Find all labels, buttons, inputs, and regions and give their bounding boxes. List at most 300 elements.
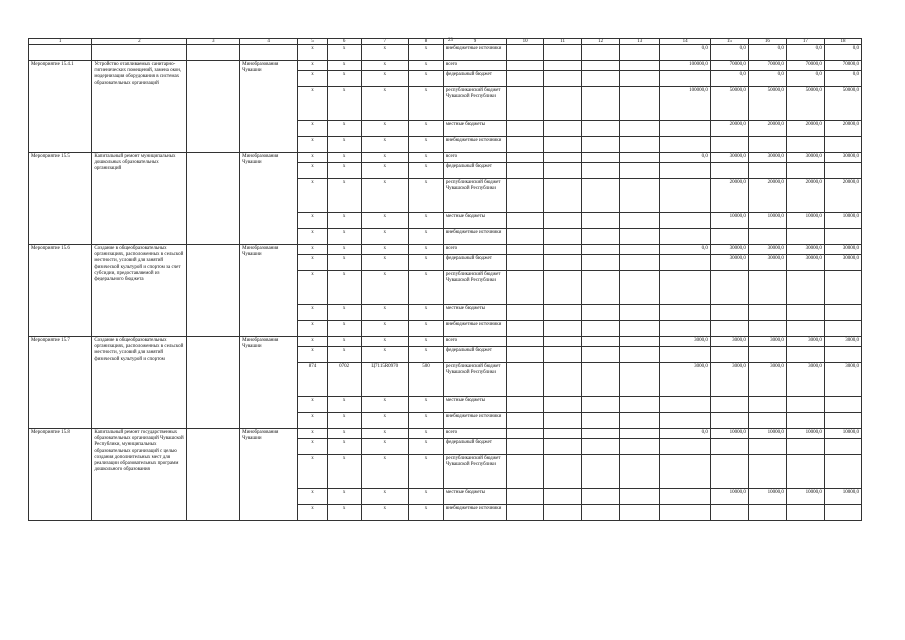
cell-section: x bbox=[327, 505, 361, 521]
cell-year-v16 bbox=[748, 137, 786, 153]
cell-target-article: x bbox=[361, 87, 409, 121]
cell-empty-col-11 bbox=[544, 71, 582, 87]
table-row bbox=[29, 153, 862, 163]
cell-section: x bbox=[327, 229, 361, 245]
column-number-15: 15 bbox=[710, 39, 748, 45]
cell-year-v17 bbox=[786, 271, 824, 305]
cell-year-v15: 10000,0 bbox=[710, 489, 748, 505]
cell-year-v15: 0,0 bbox=[710, 71, 748, 87]
cell-section: x bbox=[327, 305, 361, 321]
table-row bbox=[29, 45, 862, 61]
cell-year-v14: 100000,0 bbox=[660, 61, 711, 71]
cell-empty-col-11 bbox=[544, 489, 582, 505]
cell-year-v15: 50000,0 bbox=[710, 87, 748, 121]
cell-year-v17 bbox=[786, 455, 824, 489]
cell-empty-col-12 bbox=[582, 121, 620, 137]
cell-expense-group: x bbox=[409, 71, 444, 87]
cell-year-v15 bbox=[710, 271, 748, 305]
cell-expense-group: x bbox=[409, 489, 444, 505]
cell-empty-col-12 bbox=[582, 213, 620, 229]
cell-empty-col-11 bbox=[544, 305, 582, 321]
cell-expense-group: x bbox=[409, 305, 444, 321]
cell-year-v14: 0,0 bbox=[660, 429, 711, 439]
cell-year-v18 bbox=[824, 455, 861, 489]
cell-section: x bbox=[327, 45, 361, 61]
cell-empty-col-12 bbox=[582, 229, 620, 245]
cell-empty-col-10 bbox=[507, 505, 544, 521]
activity-executor: Минобразования Чувашии bbox=[240, 61, 298, 153]
budget-table-sheet bbox=[28, 38, 862, 521]
activity-name: Мероприятие 15.6 bbox=[29, 245, 92, 337]
cell-empty-col-11 bbox=[544, 439, 582, 455]
activity-name: Мероприятие 15.8 bbox=[29, 429, 92, 521]
cell-activity-name bbox=[29, 45, 92, 61]
cell-section: x bbox=[327, 439, 361, 455]
cell-empty-col-10 bbox=[507, 255, 544, 271]
column-number-12: 12 bbox=[582, 39, 620, 45]
cell-empty-col-12 bbox=[582, 489, 620, 505]
cell-grbs: x bbox=[298, 87, 328, 121]
cell-year-v14 bbox=[660, 413, 711, 429]
cell-target-article: x bbox=[361, 71, 409, 87]
cell-year-v15 bbox=[710, 321, 748, 337]
cell-funding-source: внебюджетные источники bbox=[443, 505, 506, 521]
cell-expense-group: x bbox=[409, 271, 444, 305]
cell-year-v16: 3000,0 bbox=[748, 363, 786, 397]
cell-year-v16: 20000,0 bbox=[748, 179, 786, 213]
cell-target-article: x bbox=[361, 505, 409, 521]
cell-funding-source: внебюджетные источники bbox=[443, 229, 506, 245]
cell-year-v15 bbox=[710, 347, 748, 363]
cell-section: x bbox=[327, 455, 361, 489]
cell-target-article: x bbox=[361, 121, 409, 137]
column-number-9: 9 bbox=[443, 39, 506, 45]
cell-executor bbox=[240, 45, 298, 61]
cell-year-v14 bbox=[660, 271, 711, 305]
cell-year-v18: 0,0 bbox=[824, 45, 861, 61]
cell-empty-col-13 bbox=[620, 87, 660, 121]
cell-empty-col-13 bbox=[620, 429, 660, 439]
cell-grbs: 874 bbox=[298, 363, 328, 397]
cell-empty-col-12 bbox=[582, 71, 620, 87]
activity-name: Мероприятие 15.7 bbox=[29, 337, 92, 429]
activity-executor: Минобразования Чувашии bbox=[240, 153, 298, 245]
cell-empty-col-10 bbox=[507, 153, 544, 163]
cell-section: x bbox=[327, 61, 361, 71]
table-row bbox=[29, 61, 862, 71]
cell-year-v18: 0,0 bbox=[824, 71, 861, 87]
cell-funding-source: всего bbox=[443, 245, 506, 255]
cell-year-v14: 0,0 bbox=[660, 45, 711, 61]
cell-funding-source: внебюджетные источники bbox=[443, 45, 506, 61]
cell-empty-col-13 bbox=[620, 397, 660, 413]
cell-empty-col-13 bbox=[620, 347, 660, 363]
cell-empty-col-11 bbox=[544, 505, 582, 521]
cell-year-v14 bbox=[660, 229, 711, 245]
cell-empty-col-12 bbox=[582, 163, 620, 179]
column-number-6: 6 bbox=[327, 39, 361, 45]
cell-funding-source: федеральный бюджет bbox=[443, 439, 506, 455]
cell-year-v18: 70000,0 bbox=[824, 61, 861, 71]
cell-year-v17 bbox=[786, 305, 824, 321]
cell-year-v18 bbox=[824, 505, 861, 521]
cell-empty-col-13 bbox=[620, 363, 660, 397]
activity-description: Устройство отапливаемых санитарно-гигиенических помещений, замена окон, модернизация оборудования в системах образовательных организаций bbox=[92, 61, 187, 153]
cell-empty-col-10 bbox=[507, 305, 544, 321]
cell-grbs: x bbox=[298, 153, 328, 163]
cell-target-article: x bbox=[361, 321, 409, 337]
cell-grbs: x bbox=[298, 163, 328, 179]
cell-section: 0702 bbox=[327, 363, 361, 397]
cell-year-v14 bbox=[660, 455, 711, 489]
cell-empty-col-13 bbox=[620, 229, 660, 245]
cell-year-v16 bbox=[748, 413, 786, 429]
cell-year-v16 bbox=[748, 397, 786, 413]
cell-empty-col-13 bbox=[620, 137, 660, 153]
cell-grbs: x bbox=[298, 255, 328, 271]
cell-empty-col-10 bbox=[507, 363, 544, 397]
cell-grbs: x bbox=[298, 489, 328, 505]
cell-expense-group: x bbox=[409, 213, 444, 229]
column-number-16: 16 bbox=[748, 39, 786, 45]
cell-year-v14 bbox=[660, 321, 711, 337]
cell-section: x bbox=[327, 413, 361, 429]
cell-grbs: x bbox=[298, 505, 328, 521]
cell-empty-col-10 bbox=[507, 429, 544, 439]
cell-year-v14: 3000,0 bbox=[660, 337, 711, 347]
cell-year-v18 bbox=[824, 413, 861, 429]
cell-year-v17 bbox=[786, 137, 824, 153]
cell-year-v17: 30000,0 bbox=[786, 255, 824, 271]
cell-year-v18: 30000,0 bbox=[824, 153, 861, 163]
cell-target-article: x bbox=[361, 429, 409, 439]
cell-target-article: x bbox=[361, 305, 409, 321]
cell-empty-col-12 bbox=[582, 439, 620, 455]
cell-year-v18 bbox=[824, 137, 861, 153]
cell-year-v14 bbox=[660, 71, 711, 87]
cell-expense-group: x bbox=[409, 121, 444, 137]
cell-empty-col-13 bbox=[620, 255, 660, 271]
cell-target-article: x bbox=[361, 255, 409, 271]
cell-empty-col-11 bbox=[544, 45, 582, 61]
cell-empty-col-12 bbox=[582, 179, 620, 213]
cell-expense-group: x bbox=[409, 337, 444, 347]
cell-year-v15 bbox=[710, 229, 748, 245]
cell-year-v17: 30000,0 bbox=[786, 245, 824, 255]
activity-description: Создание в общеобразовательных организациях, расположенных в сельской местности, условий для занятий физической культурой и спортом bbox=[92, 337, 187, 429]
cell-year-v18 bbox=[824, 229, 861, 245]
cell-year-v14 bbox=[660, 489, 711, 505]
cell-grbs: x bbox=[298, 71, 328, 87]
cell-target-article: x bbox=[361, 455, 409, 489]
cell-expense-group: x bbox=[409, 61, 444, 71]
cell-year-v16: 3000,0 bbox=[748, 337, 786, 347]
activity-executor: Минобразования Чувашии bbox=[240, 245, 298, 337]
cell-grbs: x bbox=[298, 429, 328, 439]
cell-year-v16 bbox=[748, 321, 786, 337]
cell-year-v15 bbox=[710, 137, 748, 153]
cell-expense-group: 500 bbox=[409, 363, 444, 397]
cell-empty-col-10 bbox=[507, 229, 544, 245]
cell-grbs: x bbox=[298, 271, 328, 305]
cell-year-v18 bbox=[824, 271, 861, 305]
cell-expense-group: x bbox=[409, 87, 444, 121]
cell-year-v16: 50000,0 bbox=[748, 87, 786, 121]
cell-year-v17 bbox=[786, 397, 824, 413]
cell-funding-source: республиканский бюджет Чувашской Республики bbox=[443, 455, 506, 489]
cell-expense-group: x bbox=[409, 429, 444, 439]
cell-year-v15 bbox=[710, 413, 748, 429]
cell-year-v16: 30000,0 bbox=[748, 245, 786, 255]
cell-year-v14 bbox=[660, 213, 711, 229]
cell-year-v17: 30000,0 bbox=[786, 153, 824, 163]
cell-funding-source: республиканский бюджет Чувашской Республики bbox=[443, 363, 506, 397]
cell-year-v17: 50000,0 bbox=[786, 87, 824, 121]
cell-empty-col-13 bbox=[620, 305, 660, 321]
cell-empty-col-10 bbox=[507, 321, 544, 337]
cell-year-v15: 20000,0 bbox=[710, 121, 748, 137]
cell-empty-col-13 bbox=[620, 271, 660, 305]
cell-expense-group: x bbox=[409, 179, 444, 213]
cell-year-v16 bbox=[748, 271, 786, 305]
cell-target-article: x bbox=[361, 271, 409, 305]
cell-funding-source: всего bbox=[443, 61, 506, 71]
cell-funding-source: федеральный бюджет bbox=[443, 347, 506, 363]
cell-empty-col-12 bbox=[582, 505, 620, 521]
cell-year-v16: 70000,0 bbox=[748, 61, 786, 71]
cell-empty-col-11 bbox=[544, 397, 582, 413]
cell-funding-source: всего bbox=[443, 153, 506, 163]
cell-year-v16 bbox=[748, 163, 786, 179]
cell-target-article: x bbox=[361, 229, 409, 245]
cell-target-article: x bbox=[361, 153, 409, 163]
cell-empty-col-10 bbox=[507, 439, 544, 455]
cell-empty-col-10 bbox=[507, 245, 544, 255]
cell-description bbox=[92, 45, 187, 61]
column-number-14: 14 bbox=[660, 39, 711, 45]
cell-funding-source: республиканский бюджет Чувашской Республики bbox=[443, 179, 506, 213]
cell-year-v15 bbox=[710, 439, 748, 455]
cell-year-v15 bbox=[710, 305, 748, 321]
cell-year-v14 bbox=[660, 137, 711, 153]
cell-section: x bbox=[327, 321, 361, 337]
column-number-11: 11 bbox=[544, 39, 582, 45]
cell-empty-col-10 bbox=[507, 213, 544, 229]
cell-grbs: x bbox=[298, 305, 328, 321]
cell-empty-col-13 bbox=[620, 179, 660, 213]
cell-funding-source: всего bbox=[443, 337, 506, 347]
table-row bbox=[29, 337, 862, 347]
cell-empty-col-10 bbox=[507, 413, 544, 429]
cell-year-v14 bbox=[660, 121, 711, 137]
cell-empty-col-12 bbox=[582, 87, 620, 121]
cell-empty-col-12 bbox=[582, 321, 620, 337]
cell-funding-source: внебюджетные источники bbox=[443, 321, 506, 337]
cell-grbs: x bbox=[298, 61, 328, 71]
cell-expense-group: x bbox=[409, 505, 444, 521]
cell-funding-source: местные бюджеты bbox=[443, 305, 506, 321]
cell-section: x bbox=[327, 255, 361, 271]
cell-grbs: x bbox=[298, 321, 328, 337]
cell-target-article: x bbox=[361, 337, 409, 347]
cell-empty-col-10 bbox=[507, 121, 544, 137]
cell-empty-col-13 bbox=[620, 71, 660, 87]
activity-executor: Минобразования Чувашии bbox=[240, 429, 298, 521]
cell-empty-col-10 bbox=[507, 87, 544, 121]
cell-empty-col-11 bbox=[544, 255, 582, 271]
cell-target-article: x bbox=[361, 439, 409, 455]
cell-funding-source: федеральный бюджет bbox=[443, 163, 506, 179]
cell-empty-col-12 bbox=[582, 429, 620, 439]
cell-empty-col-12 bbox=[582, 245, 620, 255]
cell-expense-group: x bbox=[409, 137, 444, 153]
column-number-2: 2 bbox=[92, 39, 187, 45]
cell-year-v16 bbox=[748, 305, 786, 321]
cell-target-article: x bbox=[361, 163, 409, 179]
cell-section: x bbox=[327, 271, 361, 305]
cell-year-v15 bbox=[710, 505, 748, 521]
cell-year-v16: 30000,0 bbox=[748, 255, 786, 271]
cell-empty-col-3 bbox=[187, 61, 240, 153]
cell-year-v18: 10000,0 bbox=[824, 489, 861, 505]
cell-year-v15: 3000,0 bbox=[710, 337, 748, 347]
cell-year-v18: 3000,0 bbox=[824, 337, 861, 347]
cell-expense-group: x bbox=[409, 255, 444, 271]
cell-target-article: x bbox=[361, 61, 409, 71]
cell-year-v18: 3000,0 bbox=[824, 363, 861, 397]
cell-year-v17: 3000,0 bbox=[786, 337, 824, 347]
cell-empty-col-13 bbox=[620, 505, 660, 521]
cell-year-v17: 3000,0 bbox=[786, 363, 824, 397]
cell-grbs: x bbox=[298, 439, 328, 455]
cell-year-v14 bbox=[660, 439, 711, 455]
cell-empty-col-11 bbox=[544, 271, 582, 305]
column-number-7: 7 bbox=[361, 39, 409, 45]
cell-empty-col-12 bbox=[582, 363, 620, 397]
cell-year-v16 bbox=[748, 439, 786, 455]
cell-year-v18: 50000,0 bbox=[824, 87, 861, 121]
cell-section: x bbox=[327, 153, 361, 163]
cell-year-v14 bbox=[660, 505, 711, 521]
cell-empty-col-3 bbox=[187, 429, 240, 521]
cell-empty-col-11 bbox=[544, 137, 582, 153]
cell-year-v14: 3000,0 bbox=[660, 363, 711, 397]
cell-year-v15: 30000,0 bbox=[710, 255, 748, 271]
cell-year-v15: 10000,0 bbox=[710, 213, 748, 229]
cell-funding-source: федеральный бюджет bbox=[443, 255, 506, 271]
cell-empty-col-3 bbox=[187, 153, 240, 245]
cell-year-v16: 20000,0 bbox=[748, 121, 786, 137]
cell-year-v14 bbox=[660, 179, 711, 213]
cell-funding-source: республиканский бюджет Чувашской Республики bbox=[443, 87, 506, 121]
cell-grbs: x bbox=[298, 45, 328, 61]
cell-year-v18 bbox=[824, 439, 861, 455]
cell-empty-col-11 bbox=[544, 213, 582, 229]
activity-name: Мероприятие 15.4.1 bbox=[29, 61, 92, 153]
cell-target-article: x bbox=[361, 137, 409, 153]
cell-funding-source: всего bbox=[443, 429, 506, 439]
table-row bbox=[29, 245, 862, 255]
cell-section: x bbox=[327, 163, 361, 179]
cell-empty-col-3 bbox=[187, 337, 240, 429]
cell-grbs: x bbox=[298, 213, 328, 229]
cell-expense-group: x bbox=[409, 413, 444, 429]
cell-grbs: x bbox=[298, 245, 328, 255]
cell-expense-group: x bbox=[409, 153, 444, 163]
cell-year-v18 bbox=[824, 397, 861, 413]
cell-empty-col-10 bbox=[507, 45, 544, 61]
cell-empty-col-11 bbox=[544, 229, 582, 245]
cell-year-v18: 10000,0 bbox=[824, 213, 861, 229]
cell-year-v17 bbox=[786, 439, 824, 455]
cell-empty-col-11 bbox=[544, 321, 582, 337]
activity-description: Капитальный ремонт государственных образовательных организаций Чувашской Республики, муниципальных образовательных организаций с целью создания дополнительных мест для реализации образовательных программ дошкольного образования bbox=[92, 429, 187, 521]
cell-empty-col-11 bbox=[544, 87, 582, 121]
cell-empty-col-11 bbox=[544, 179, 582, 213]
cell-target-article: x bbox=[361, 347, 409, 363]
cell-year-v14: 100000,0 bbox=[660, 87, 711, 121]
cell-target-article: x bbox=[361, 489, 409, 505]
cell-grbs: x bbox=[298, 347, 328, 363]
cell-year-v16 bbox=[748, 347, 786, 363]
cell-empty-col-11 bbox=[544, 61, 582, 71]
cell-year-v14 bbox=[660, 255, 711, 271]
cell-grbs: x bbox=[298, 179, 328, 213]
cell-year-v17 bbox=[786, 163, 824, 179]
column-number-3: 3 bbox=[187, 39, 240, 45]
cell-year-v18: 20000,0 bbox=[824, 179, 861, 213]
cell-empty-col-11 bbox=[544, 337, 582, 347]
cell-empty-col-11 bbox=[544, 455, 582, 489]
cell-empty-col-12 bbox=[582, 137, 620, 153]
cell-target-article: x bbox=[361, 397, 409, 413]
cell-empty-col-10 bbox=[507, 489, 544, 505]
cell-year-v15 bbox=[710, 455, 748, 489]
cell-empty-col-13 bbox=[620, 439, 660, 455]
cell-year-v16: 10000,0 bbox=[748, 429, 786, 439]
cell-year-v18: 10000,0 bbox=[824, 429, 861, 439]
cell-grbs: x bbox=[298, 397, 328, 413]
cell-empty-col-13 bbox=[620, 121, 660, 137]
cell-section: x bbox=[327, 121, 361, 137]
cell-year-v14 bbox=[660, 163, 711, 179]
cell-year-v15: 20000,0 bbox=[710, 179, 748, 213]
cell-empty-col-12 bbox=[582, 271, 620, 305]
cell-empty-col-11 bbox=[544, 363, 582, 397]
cell-empty-col-12 bbox=[582, 61, 620, 71]
cell-section: x bbox=[327, 347, 361, 363]
cell-year-v17 bbox=[786, 505, 824, 521]
cell-year-v14: 0,0 bbox=[660, 153, 711, 163]
cell-empty-col-10 bbox=[507, 347, 544, 363]
cell-expense-group: x bbox=[409, 45, 444, 61]
cell-year-v17: 10000,0 bbox=[786, 213, 824, 229]
cell-section: x bbox=[327, 87, 361, 121]
cell-empty-col-11 bbox=[544, 347, 582, 363]
activity-description: Капитальный ремонт муниципальных дошкольных образовательных организаций bbox=[92, 153, 187, 245]
cell-section: x bbox=[327, 245, 361, 255]
cell-empty-col-10 bbox=[507, 337, 544, 347]
cell-year-v16: 0,0 bbox=[748, 71, 786, 87]
page-number: 23 bbox=[448, 38, 453, 43]
cell-target-article: x bbox=[361, 245, 409, 255]
cell-year-v14 bbox=[660, 347, 711, 363]
cell-empty-col-11 bbox=[544, 153, 582, 163]
cell-year-v15: 70000,0 bbox=[710, 61, 748, 71]
cell-empty-col-12 bbox=[582, 347, 620, 363]
cell-year-v18 bbox=[824, 347, 861, 363]
cell-expense-group: x bbox=[409, 321, 444, 337]
